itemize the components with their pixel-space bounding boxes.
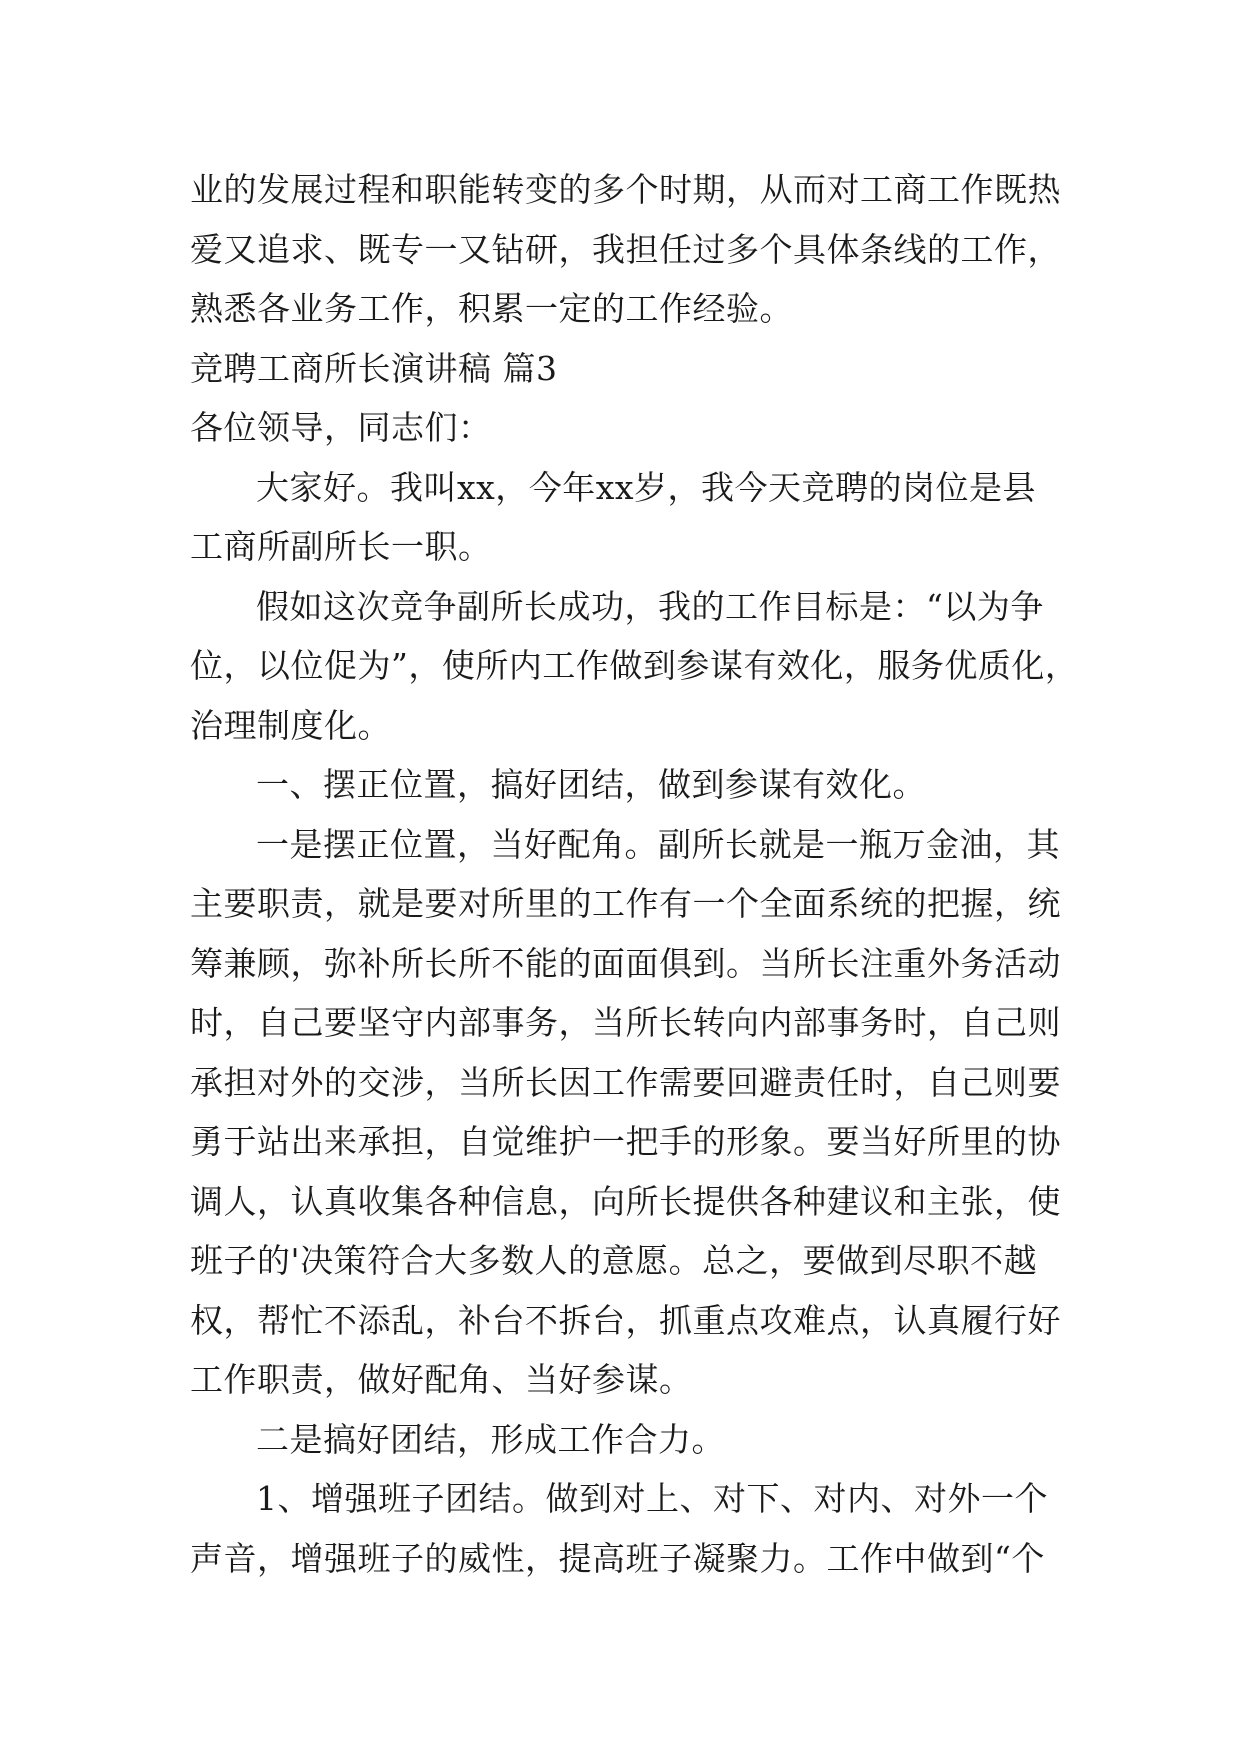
body-text-line: 承担对外的交涉，当所长因工作需要回避责任时，自己则要 — [190, 1062, 1061, 1102]
body-text-line: 业的发展过程和职能转变的多个时期，从而对工商工作既热 — [190, 170, 1061, 209]
body-text-line: 筹兼顾，弥补所长所不能的面面俱到。当所长注重外务活动 — [190, 943, 1061, 983]
salutation: 各位领导，同志们： — [190, 408, 492, 447]
body-text-line: 调人，认真收集各种信息，向所长提供各种建议和主张，使 — [190, 1181, 1061, 1221]
body-text-line: 熟悉各业务工作，积累一定的工作经验。 — [190, 289, 793, 328]
body-text-line: 一是摆正位置，当好配角。副所长就是一瓶万金油，其 — [256, 824, 1060, 864]
body-text-line: 班子的'决策符合大多数人的意愿。总之，要做到尽职不越 — [190, 1241, 1038, 1280]
document-page — [190, 160, 1079, 1588]
body-text-line: 治理制度化。 — [190, 705, 391, 745]
body-text-line: 工商所副所长一职。 — [190, 527, 492, 566]
subsection-heading: 一、摆正位置，搞好团结，做到参谋有效化。 — [256, 765, 926, 804]
body-text-line: 声音，增强班子的威性，提高班子凝聚力。工作中做到“个 — [190, 1538, 1045, 1578]
body-text-line: 假如这次竞争副所长成功，我的工作目标是：“以为争 — [256, 586, 1044, 626]
body-text-line: 大家好。我叫xx，今年xx岁，我今天竞聘的岗位是县 — [256, 467, 1036, 507]
body-text-line: 位，以位促为”，使所内工作做到参谋有效化，服务优质化， — [190, 646, 1079, 685]
body-text-line: 权，帮忙不添乱，补台不拆台，抓重点攻难点，认真履行好 — [190, 1300, 1061, 1340]
body-text-line: 主要职责，就是要对所里的工作有一个全面系统的把握，统 — [190, 884, 1061, 923]
body-text-line: 1、增强班子团结。做到对上、对下、对内、对外一个 — [256, 1479, 1048, 1518]
body-text-line: 勇于站出来承担，自觉维护一把手的形象。要当好所里的协 — [190, 1122, 1061, 1161]
section-heading: 竞聘工商所长演讲稿 篇3 — [190, 348, 558, 388]
body-text-line: 工作职责，做好配角、当好参谋。 — [190, 1360, 693, 1399]
body-text-line: 爱又追求、既专一又钻研，我担任过多个具体条线的工作， — [190, 229, 1061, 269]
body-text-line: 二是搞好团结，形成工作合力。 — [256, 1419, 725, 1459]
body-text-line: 时，自己要坚守内部事务，当所长转向内部事务时，自己则 — [190, 1003, 1061, 1042]
